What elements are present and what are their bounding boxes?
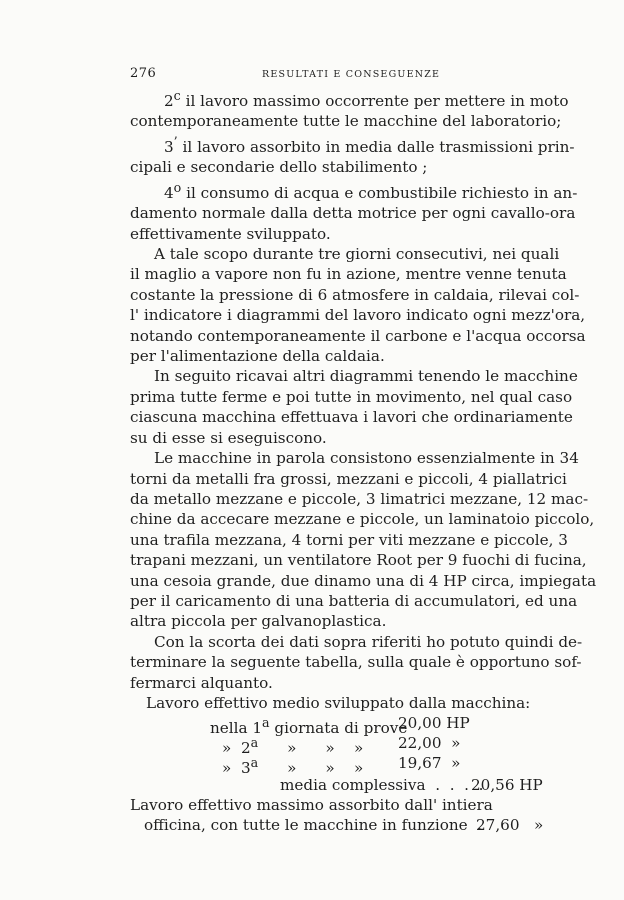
text-line: terminare la seguente tabella, sulla quale è opportuno sof- — [130, 653, 582, 672]
text-line: Con la scorta dei dati sopra riferiti ho potuto quindi de- — [154, 632, 583, 651]
average-value: 20,56 HP — [471, 775, 543, 794]
text-line: effettivamente sviluppato. — [130, 224, 331, 243]
text-line: cipali e secondarie dello stabilimento ; — [130, 158, 428, 177]
paragraph — [130, 632, 583, 693]
text-line: notando contemporaneamente il carbone e l'acqua occorsa — [130, 326, 586, 345]
text-line: torni da metalli fra grossi, mezzani e piccoli, 4 piallatrici — [130, 469, 567, 488]
max-line-2: officina, con tutte le macchine in funzione . — [144, 815, 483, 834]
table-row-value: 20,00 HP — [398, 713, 470, 732]
text-line: 3’ il lavoro assorbito in media dalle trasmissioni prin- — [164, 133, 575, 156]
text-line: per l'alimentazione della caldaia. — [130, 347, 385, 366]
text-line: costante la pressione di 6 atmosfere in caldaia, rilevai col- — [130, 285, 580, 304]
table-row-value: 19,67 » — [398, 753, 461, 772]
list-item — [130, 178, 578, 244]
table-heading: Lavoro effettivo medio sviluppato dalla macchina: — [146, 693, 531, 712]
page-header — [130, 60, 530, 84]
text-line: A tale scopo durante tre giorni consecutivi, nei quali — [154, 245, 560, 264]
text-line: l' indicatore i diagrammi del lavoro indicato ogni mezz'ora, — [130, 306, 586, 325]
text-line: altra piccola per galvanoplastica. — [130, 612, 387, 631]
list-item — [130, 132, 575, 178]
text-line: fermarci alquanto. — [130, 673, 273, 692]
page-number: 276 — [130, 66, 157, 81]
average-label: media complessiva . . . . — [280, 775, 484, 794]
text-line: 4$^o$ il consumo di acqua e combustibile richiesto in an- — [164, 179, 578, 202]
list-item — [130, 86, 569, 132]
text-line: una cesoia grande, due dinamo una di 4 HP circa, impiegata — [130, 571, 597, 590]
paragraph — [130, 244, 586, 366]
page-body — [130, 86, 597, 834]
table-row-label: » 2$^a$ » » » — [222, 734, 364, 758]
max-value: 27,60 » — [476, 815, 544, 834]
power-table — [130, 693, 544, 834]
text-line: contemporaneamente tutte le macchine del laboratorio; — [130, 112, 562, 131]
text-line: 2$^c$ il lavoro massimo occorrente per mettere in moto — [164, 88, 569, 111]
text-line: ciascuna macchina effettuava i lavori che ordinariamente — [130, 408, 573, 427]
text-line: da metallo mezzane e piccole, 3 limatrici mezzane, 12 mac- — [130, 489, 589, 508]
text-line: per il caricamento di una batteria di accumulatori, ed una — [130, 591, 578, 610]
text-line: trapani mezzani, un ventilatore Root per 9 fuochi di fucina, — [130, 551, 587, 570]
text-line: chine da accecare mezzane e piccole, un laminatoio piccolo, — [130, 510, 595, 529]
table-row-label: » 3$^a$ » » » — [222, 754, 364, 778]
text-line: Le macchine in parola consistono essenzialmente in 34 — [154, 449, 579, 468]
max-line-1: Lavoro effettivo massimo assorbito dall' intiera — [130, 795, 493, 814]
paragraph — [130, 448, 597, 632]
text-line: damento normale dalla detta motrice per ogni cavallo-ora — [130, 204, 576, 223]
text-line: prima tutte ferme e poi tutte in movimento, nel qual caso — [130, 387, 573, 406]
paragraph — [130, 366, 578, 448]
text-line: In seguito ricavai altri diagrammi tenendo le macchine — [154, 367, 578, 386]
running-head: RESULTATI E CONSEGUENZE — [262, 69, 441, 80]
text-line: il maglio a vapore non fu in azione, mentre venne tenuta — [130, 265, 567, 284]
table-row-label: nella 1$^a$ giornata di prove — [210, 714, 408, 738]
text-line: su di esse si eseguiscono. — [130, 428, 327, 447]
table-row-value: 22,00 » — [398, 733, 461, 752]
text-line: una trafila mezzana, 4 torni per viti mezzane e piccole, 3 — [130, 530, 568, 549]
